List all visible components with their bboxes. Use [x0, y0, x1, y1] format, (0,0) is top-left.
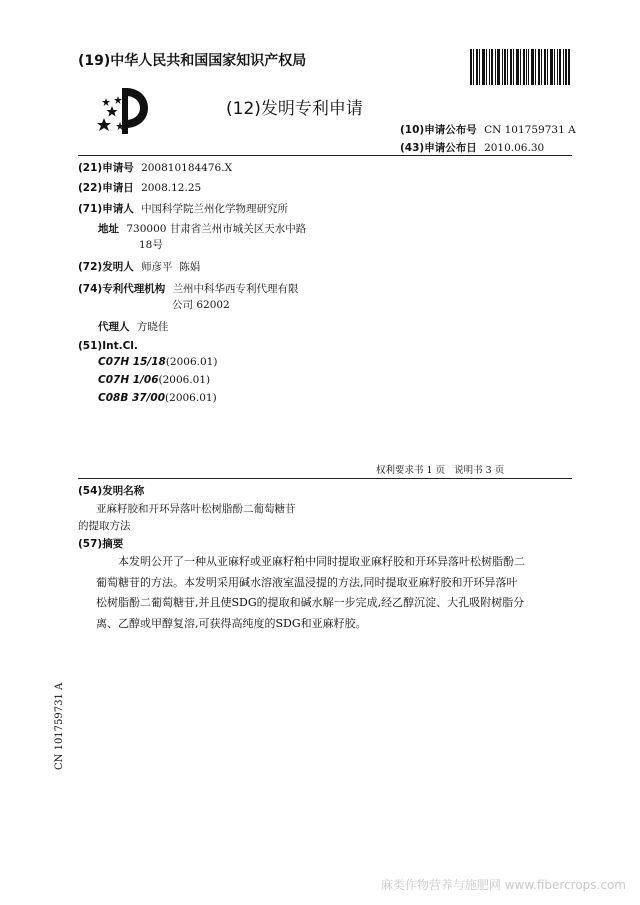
- ipc-code: C07H 15/18: [98, 356, 166, 368]
- agency-row: [78, 281, 299, 296]
- agent-name: 方晓佳: [136, 321, 169, 333]
- invention-title-line-1: 亚麻籽胶和开环异落叶松树脂酚二葡萄糖苷: [96, 503, 296, 515]
- title-section-label: [78, 483, 144, 498]
- address-row: [98, 221, 306, 236]
- ipc-version: (2006.01): [165, 392, 217, 404]
- ipc-version: (2006.01): [165, 356, 218, 368]
- applicant-name: 中国科学院兰州化学物理研究所: [141, 203, 289, 215]
- office-name: (19)中华人民共和国国家知识产权局: [78, 53, 307, 69]
- address-label: 地址: [98, 223, 119, 235]
- application-date-row: [78, 180, 201, 195]
- inventor-names: 师彦平 陈娟: [141, 261, 201, 273]
- address-line-1: 730000 甘肃省兰州市城关区天水中路: [126, 223, 307, 235]
- application-date-label: (22)申请日: [78, 182, 134, 194]
- barcode: [470, 49, 570, 85]
- section-divider: [78, 478, 572, 479]
- publication-number: CN 101759731 A: [484, 124, 576, 136]
- application-number-row: [78, 160, 232, 175]
- publication-number-label: (10)申请公布号: [400, 124, 477, 136]
- applicant-label: (71)申请人: [78, 203, 134, 215]
- title-section-label-text: (54)发明名称: [78, 485, 145, 497]
- page-count-info: 权利要求书 1 页 说明书 3 页: [376, 465, 505, 476]
- ipc-entry: [98, 356, 217, 368]
- application-date: 2008.12.25: [141, 182, 202, 194]
- document-type: (12)发明专利申请: [226, 99, 363, 119]
- header-divider: [78, 155, 572, 156]
- applicant-row: [78, 201, 288, 216]
- inventor-label: (72)发明人: [78, 261, 134, 273]
- ipc-entry: [98, 392, 217, 404]
- publication-number-row: [400, 122, 576, 137]
- agency-name-line-2: 公司 62002: [172, 299, 230, 311]
- application-number: 200810184476.X: [141, 162, 233, 174]
- agency-name-line-1: 兰州中科华西专利代理有限: [172, 283, 299, 295]
- publication-date-row: [400, 140, 544, 155]
- invention-title-line-2: 的提取方法: [78, 520, 131, 532]
- abstract-label: [78, 536, 123, 551]
- publication-date-label: (43)申请公布日: [400, 142, 477, 154]
- ipc-code: C07H 1/06: [98, 374, 159, 386]
- agent-label: 代理人: [98, 321, 130, 333]
- abstract-label-text: (57)摘要: [78, 538, 124, 550]
- int-cl-label: [78, 340, 138, 352]
- address-line-2: 18号: [139, 239, 163, 251]
- application-number-label: (21)申请号: [78, 162, 134, 174]
- abstract-text: 本发明公开了一种从亚麻籽或亚麻籽粕中同时提取亚麻籽胶和开环异落叶松树脂酚二葡萄糖苷的方法。本发明采用碱水溶液室温浸提的方法,同时提取亚麻籽胶和开环异落叶松树脂酚二葡萄糖苷,并且使SDG的提取和碱水解一步完成,经乙醇沉淀、大孔吸附树脂分离、乙醇或甲醇复溶,可获得高纯度的SDG和亚麻籽胶。: [96, 555, 525, 630]
- patent-office-logo: [96, 84, 154, 136]
- publication-date: 2010.06.30: [484, 142, 545, 154]
- agency-label: (74)专利代理机构: [78, 283, 166, 295]
- ipc-code: C08B 37/00: [98, 392, 166, 404]
- ipc-version: (2006.01): [158, 374, 211, 386]
- ipc-entry: [98, 374, 210, 386]
- int-cl-label-text: (51)Int.Cl.: [78, 340, 138, 352]
- watermark: 麻类作物营养与施肥网 www.fibercrops.com: [380, 878, 626, 892]
- agent-row: [98, 319, 168, 334]
- inventor-row: [78, 259, 200, 274]
- side-publication-number: CN 101759731 A: [54, 682, 65, 770]
